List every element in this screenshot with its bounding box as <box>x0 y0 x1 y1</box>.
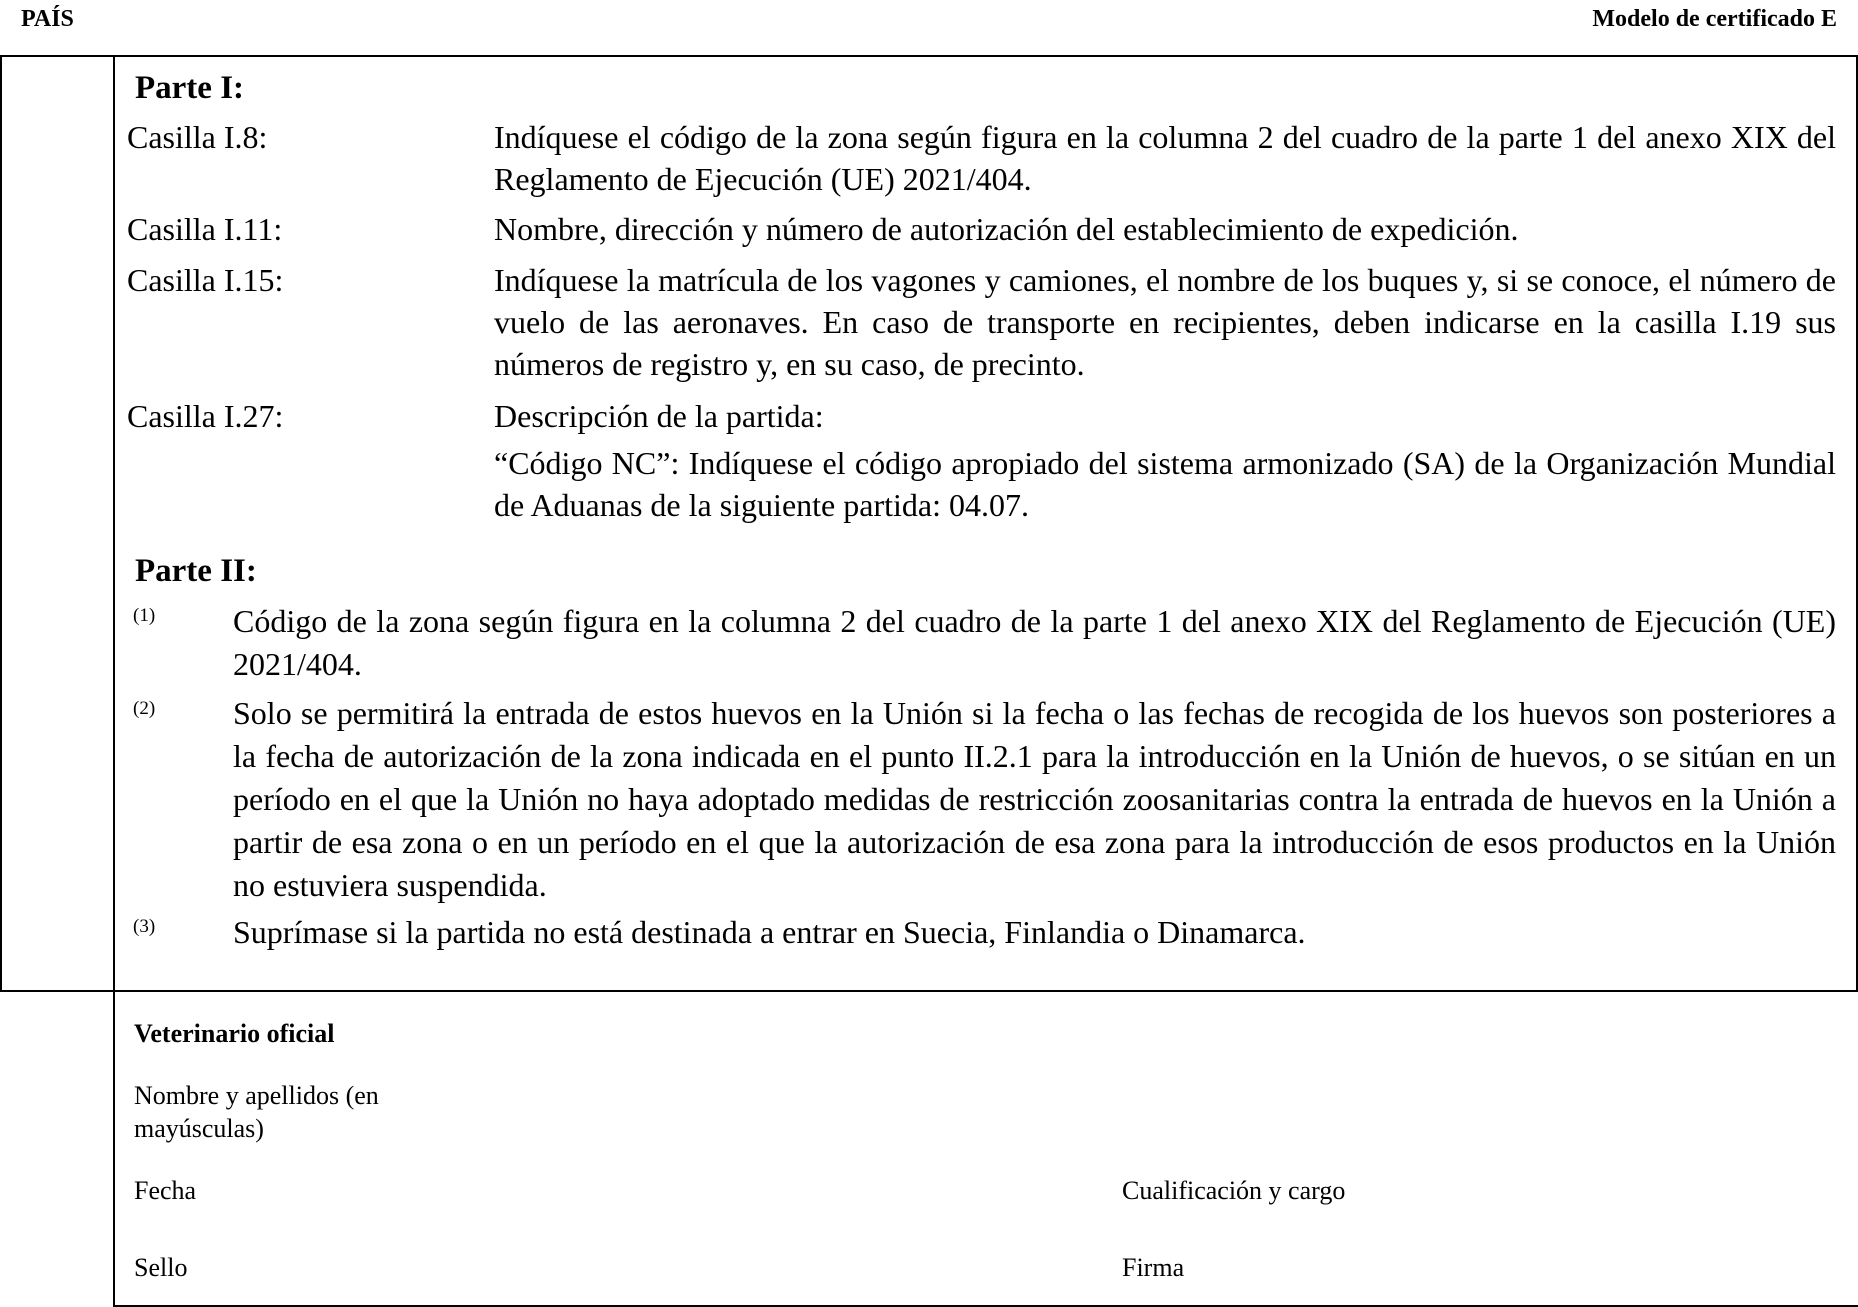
inner-column-line <box>113 55 115 992</box>
casilla-text: Indíquese la matrícula de los vagones y camiones, el nombre de los buques y, si se conoce, el número de vuelo de las aeronaves. En caso de transporte en recipientes, deben indicarse en la casilla I.19 sus números de registro y, en su caso, de precinto. <box>494 262 1836 382</box>
note-number: (3) <box>133 916 156 937</box>
qualification-label: Cualificación y cargo <box>1122 1176 1346 1205</box>
note-text: Código de la zona según figura en la columna 2 del cuadro de la parte 1 del anexo XIX del Reglamento de Ejecución (UE) 2021/404. <box>233 603 1836 682</box>
casilla-text: Indíquese el código de la zona según figura en la columna 2 del cuadro de la parte 1 del anexo XIX del Reglamento de Ejecución (UE) 2021/404. <box>494 119 1836 197</box>
date-label: Fecha <box>134 1176 197 1205</box>
note-number: (1) <box>133 605 156 626</box>
header-certificate-model: Modelo de certificado E <box>1592 6 1837 32</box>
header-country: PAÍS <box>21 6 74 32</box>
parte-2-title: Parte II: <box>135 553 257 589</box>
signature-box <box>113 990 1858 1307</box>
signature-label: Firma <box>1122 1253 1185 1282</box>
casilla-label: Casilla I.8: <box>127 119 268 155</box>
casilla-label: Casilla I.27: <box>127 398 284 434</box>
note-text: Suprímase si la partida no está destinada a entrar en Suecia, Finlandia o Dinamarca. <box>233 914 1306 950</box>
left-border-line <box>0 55 2 992</box>
casilla-text: “Código NC”: Indíquese el código apropiado del sistema armonizado (SA) de la Organización Mundial de Aduanas de la siguiente partida: 04.07. <box>494 445 1836 523</box>
casilla-text: Descripción de la partida: <box>494 398 824 434</box>
casilla-text: Nombre, dirección y número de autorización del establecimiento de expedición. <box>494 211 1519 247</box>
stamp-label: Sello <box>134 1253 188 1282</box>
parte-1-title: Parte I: <box>135 70 245 106</box>
name-label: Nombre y apellidos (en mayúsculas) <box>134 1081 379 1143</box>
note-number: (2) <box>133 698 156 719</box>
casilla-label: Casilla I.11: <box>127 211 283 247</box>
casilla-label: Casilla I.15: <box>127 262 284 298</box>
veterinarian-title: Veterinario oficial <box>134 1019 335 1048</box>
note-text: Solo se permitirá la entrada de estos huevos en la Unión si la fecha o las fechas de recogida de los huevos son posteriores a la fecha de autorización de la zona indicada en el punto II.2.1 para la introducción en la Unión de huevos, o se sitúan en un período en el que la Unión no haya adoptado medidas de restricción zoosanitarias contra la entrada de huevos en la Unión a partir de esa zona o en un período en el que la autorización de esa zona para la introducción de esos productos en la Unión no estuviera suspendida. <box>233 695 1836 903</box>
